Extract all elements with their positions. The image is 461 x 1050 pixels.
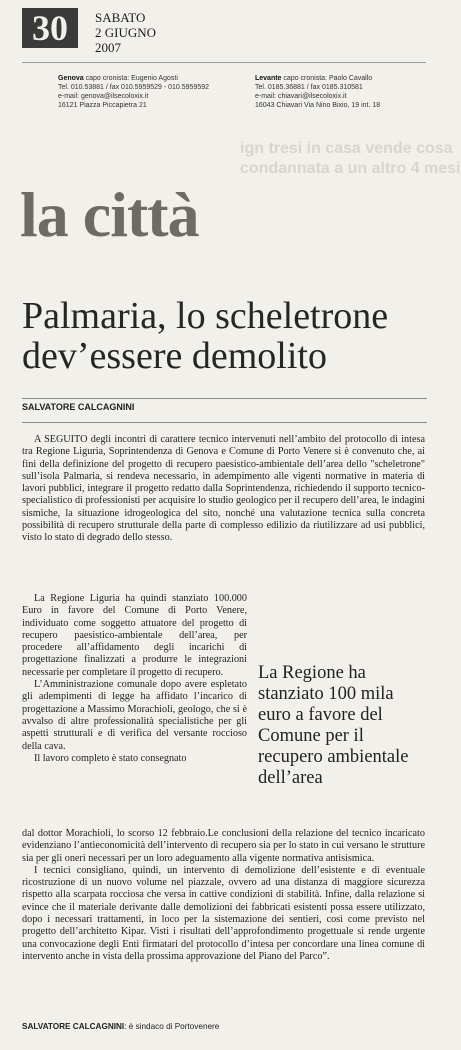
contacts-levante <box>255 74 380 110</box>
contacts-levante-chief: capo cronista: Paolo Cavallo <box>283 75 373 82</box>
column-paragraph-1: La Regione Liguria ha quindi stanziato 100.000 Euro in favore del Comune di Porto Venere, individuato come soggetto attuatore del progetto di recupero paesistico-ambientale dell’area, per procedere all’affidamento degli incarichi di progettazione finalizzati a produrre le integrazioni necessarie per completare il progetto di recupero. <box>22 593 247 678</box>
contacts-genova-phone: Tel. 010.53881 / fax 010.5959529 - 010.5959592 <box>58 84 210 91</box>
byline-rule-top <box>22 398 427 399</box>
contacts-genova <box>58 74 209 110</box>
section-title: la città <box>20 179 199 250</box>
header-rule <box>22 62 426 63</box>
issue-date <box>95 10 156 55</box>
byline-rule-bottom <box>22 422 427 423</box>
lead-paragraph: A SEGUITO degli incontri di carattere tecnico intervenuti nell’ambito del protocollo di intesa tra Regione Liguria, Soprintendenza di Genova e Comune di Porto Venere si è convenuto che, ai fini della definizione del progetto di recupero paesistico-ambientale dell’area dello "scheletrone" sull’isola Palmaria, si rendeva necessario, in adempimento alle vigenti normative in materia di lavori pubblici, integrare il progetto redatto dalla Soprintendenza, richiedendo il supporto tecnico-specialistico di professionisti per acquisire lo studio geologico per il recupero dell’area, le indagini sismiche, la situazione idrogeologica del sito, nonché una valutazione tecnica sulla concreta possibilità di recupero strutturale della parte di complesso edilizio da riutilizzare ad usi pubblici, visto lo stato di degrado dello stesso. <box>22 434 425 544</box>
issue-day: SABATO <box>95 10 146 25</box>
contacts-levante-phone: Tel. 0185.36881 / fax 0185.310581 <box>255 84 363 91</box>
ghost-text-2: condannata a un altro 4 mesi <box>240 160 461 177</box>
contacts-genova-email: e-mail: genova@ilsecoloxix.it <box>58 93 149 100</box>
column-paragraph-3-start: Il lavoro completo è stato consegnato <box>34 752 187 764</box>
signature <box>22 1022 219 1031</box>
column-paragraph-2: L’Amministrazione comunale dopo avere espletato gli adempimenti di legge ha affidato l’incarico di progettazione a Massimo Morachioli, geologo, che si è avvalso di altre professionalità specialistiche per gli aspetti strutturali e di verifica del versante roccioso della cava. <box>22 679 247 752</box>
contacts-genova-address: 16121 Piazza Piccapietra 21 <box>58 102 147 109</box>
signature-name: SALVATORE CALCAGNINI <box>22 1022 125 1031</box>
contacts-levante-address: 16043 Chiavari Via Nino Bixio, 19 int. 18 <box>255 102 381 109</box>
pull-quote: La Regione ha stanziato 100 mila euro a favore del Comune per il recupero ambientale dell’area <box>258 663 409 788</box>
signature-role: : è sindaco di Portovenere <box>124 1022 220 1031</box>
paragraph-3-rest: dal dottor Morachioli, lo scorso 12 febbraio.Le conclusioni della relazione del tecnico incaricato evidenziano l’antieconomicità dell’intervento di recupero sia per lo stato in cui versano le strutture sia per gli oneri necessari per un loro adeguamento alla vigente normativa antisismica. <box>22 828 425 864</box>
headline-line-2: dev’essere demolito <box>22 335 327 377</box>
issue-date-text: 2 GIUGNO <box>95 25 157 40</box>
paragraph-4: I tecnici consigliano, quindi, un intervento di demolizione dell’esistente e di eventuale ricostruzione di un nuovo volume nel piazzale, ovvero ad una distanza di maggiore sicurezza rispetto alla scarpata rocciosa che versa in cattive condizioni di stabilità. Infine, dalla relazione si evince che il materiale derivante dalle demolizioni dei fabbricati esistenti possa essere utilizzato, dopo i necessari trattamenti, in loco per la sistemazione dei sentieri, così come previsto nel progetto dell’architetto Kipar. Visti i risultati dell’approfondimento progettuale si rende urgente una convocazione degli Enti firmatari del protocollo d’intesa per concordare una linea comune di intervento anche in vista della prossima approvazione del Piano del Parco”. <box>22 864 425 962</box>
contacts-levante-email: e-mail: chiavari@ilsecoloxix.it <box>255 93 347 100</box>
contacts-genova-city: Genova <box>58 75 84 82</box>
article-column <box>22 593 247 765</box>
headline-line-1: Palmaria, lo scheletrone <box>22 295 389 337</box>
contacts-levante-city: Levante <box>255 75 282 82</box>
article-lead <box>22 434 425 545</box>
page-number: 30 <box>22 8 78 48</box>
article-headline <box>22 296 427 376</box>
byline: SALVATORE CALCAGNINI <box>22 402 135 412</box>
contacts-genova-chief: capo cronista: Eugenio Agosti <box>85 75 178 82</box>
article-continuation <box>22 828 425 963</box>
ghost-text-1: ign tresi in casa vende cosa <box>240 140 453 157</box>
issue-year: 2007 <box>95 40 121 55</box>
